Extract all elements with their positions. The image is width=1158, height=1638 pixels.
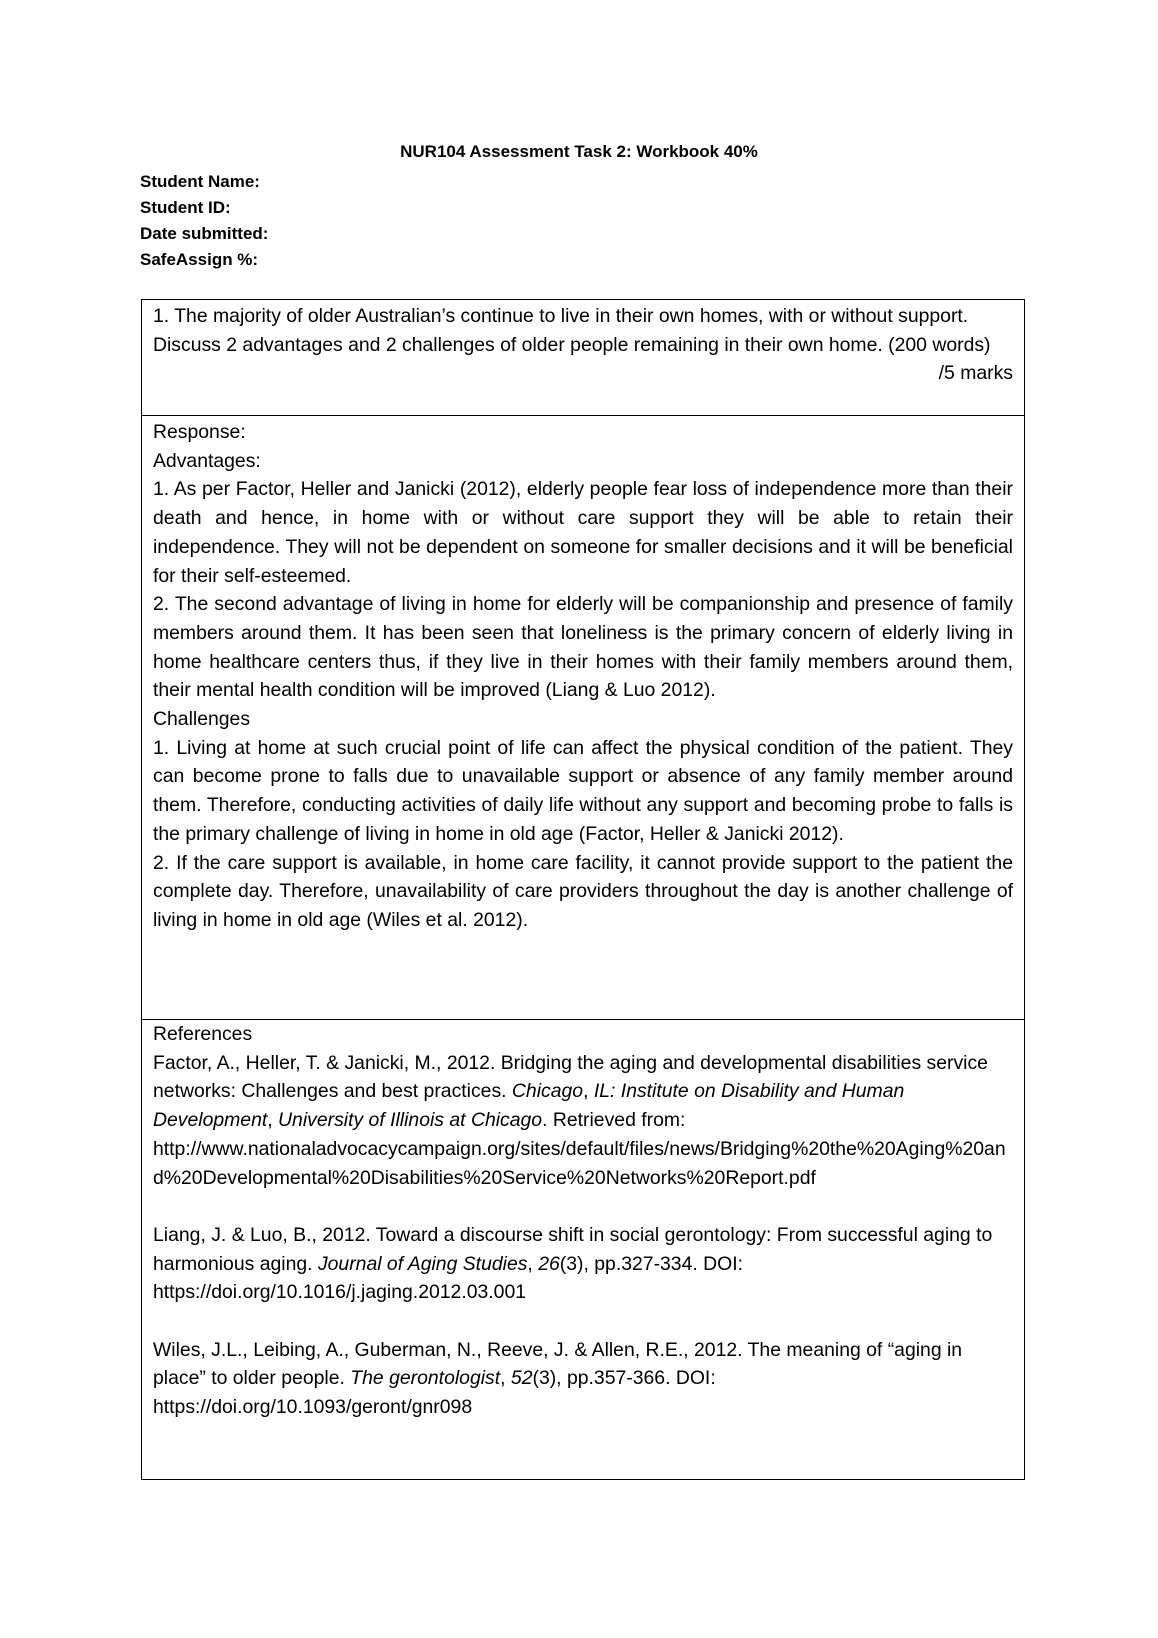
reference-wiles-journal: The gerontologist: [350, 1367, 501, 1390]
references-heading: References: [153, 1023, 253, 1045]
student-id-label: Student ID:: [140, 198, 231, 217]
reference-factor-publisher: IL: Institute on Disability and Human Development: [153, 1080, 905, 1132]
advantage-2: 2. The second advantage of living in home for elderly will be companionship and presence of family members around them. It has been seen that loneliness is the primary concern of elderly living in home healthcare centers thus, if they live in their homes with their family members around them, their mental health condition will be improved (Liang & Luo 2012).: [153, 593, 1013, 702]
reference-factor-url[interactable]: http://www.nationaladvocacycampaign.org/sites/default/files/news/Bridging%20the%20Aging%20and%20Developmental%20Disabilities%20Service%20Networks%20Report.pdf: [153, 1137, 1006, 1189]
document-title: NUR104 Assessment Task 2: Workbook 40%: [400, 142, 758, 161]
question-marks: /5 marks: [938, 362, 1013, 385]
advantage-1: 1. As per Factor, Heller and Janicki (2012), elderly people fear loss of independence more than their death and hence, in home with or without care support they will be able to retain their independence. They will not be dependent on someone for smaller decisions and it will be beneficial for their self-esteemed.: [153, 478, 1013, 587]
reference-wiles-pages: (3), pp.357-366. DOI:: [532, 1367, 716, 1390]
reference-factor-sep: ,: [583, 1080, 594, 1103]
reference-wiles-text: Wiles, J.L., Leibing, A., Guberman, N., Reeve, J. & Allen, R.E., 2012. The meaning of “aging in place” to older people.: [153, 1338, 963, 1390]
reference-liang-pages: (3), pp.327-334. DOI:: [559, 1252, 744, 1275]
reference-wiles-sep: ,: [500, 1367, 511, 1390]
reference-factor-sep2: ,: [267, 1109, 279, 1132]
reference-wiles: [153, 1336, 1013, 1393]
response-cell: [142, 416, 1024, 1020]
question-text: 1. The majority of older Australian’s continue to live in their own homes, with or without support. Discuss 2 advantages and 2 challenges of older people remaining in their own home. (200 words): [153, 305, 991, 356]
challenge-1: 1. Living at home at such crucial point of life can affect the physical condition of the patient. They can become prone to falls due to unavailable support or absence of any family member around them. Therefore, conducting activities of daily life without any support and becoming probe to falls is the primary challenge of living in home in old age (Factor, Heller & Janicki 2012).: [153, 736, 1013, 845]
response-label: Response:: [153, 421, 246, 443]
reference-wiles-doi[interactable]: https://doi.org/10.1093/geront/gnr098: [153, 1396, 473, 1419]
question-cell: [142, 300, 1024, 416]
reference-liang-doi[interactable]: https://doi.org/10.1016/j.jaging.2012.03.001: [153, 1281, 527, 1304]
spacer: [153, 1307, 1013, 1336]
reference-factor-place: Chicago: [511, 1080, 584, 1103]
date-submitted-label: Date submitted:: [140, 224, 269, 243]
reference-liang-sep: ,: [527, 1252, 539, 1275]
challenges-heading: Challenges: [153, 708, 251, 731]
student-name-label: Student Name:: [140, 172, 260, 191]
references-cell: [142, 1020, 1024, 1479]
reference-factor: [153, 1049, 1013, 1135]
reference-factor-university: University of Illinois at Chicago: [278, 1109, 543, 1132]
reference-liang-volume: 26: [538, 1252, 560, 1275]
reference-factor-text: Factor, A., Heller, T. & Janicki, M., 2012. Bridging the aging and developmental disabilities service networks: Challenges and best practices.: [153, 1051, 988, 1103]
reference-factor-retrieved: . Retrieved from:: [542, 1109, 686, 1132]
safeassign-label: SafeAssign %:: [140, 250, 259, 269]
reference-wiles-volume: 52: [510, 1367, 533, 1390]
reference-liang-journal: Journal of Aging Studies: [317, 1252, 528, 1275]
reference-liang: [153, 1221, 1013, 1278]
challenge-2: 2. If the care support is available, in home care facility, it cannot provide support to the patient the complete day. Therefore, unavailability of care providers throughout the day is another challenge of living in home in old age (Wiles et al. 2012).: [153, 851, 1013, 931]
reference-liang-text: Liang, J. & Luo, B., 2012. Toward a discourse shift in social gerontology: From successful aging to harmonious aging.: [153, 1223, 993, 1275]
workbook-table: [141, 299, 1025, 1480]
advantages-heading: Advantages:: [153, 449, 261, 472]
spacer: [153, 1192, 1013, 1221]
student-info: [140, 169, 268, 273]
